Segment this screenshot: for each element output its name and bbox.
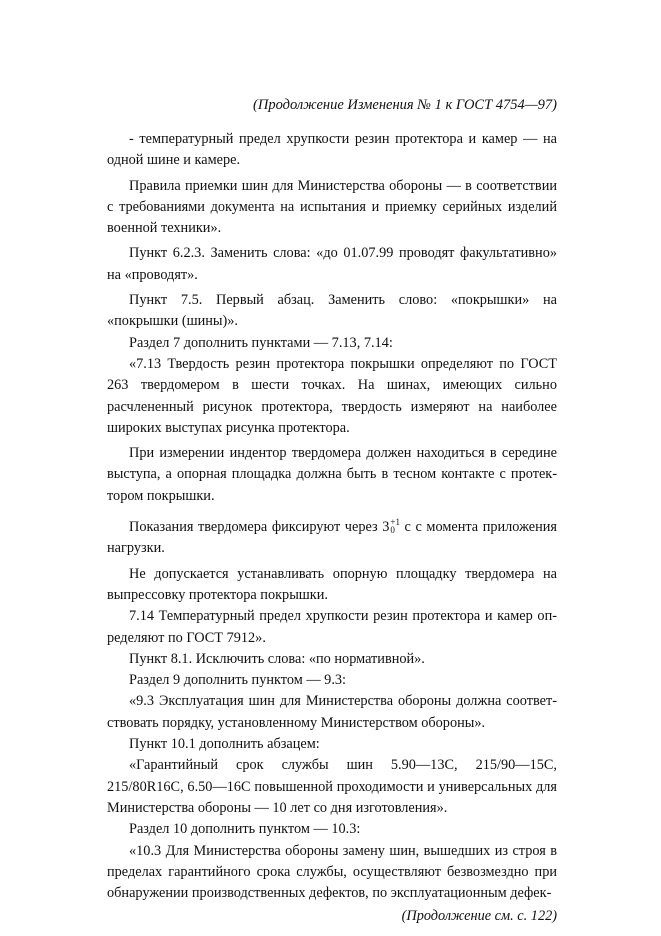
paragraph-5: Раздел 7 дополнить пунктами — 7.13, 7.14:	[129, 334, 393, 351]
paragraph-4: Пункт 7.5. Первый абзац. Заменить слово: «покрышки» на «покрышки (шины)».	[107, 292, 557, 330]
tolerance-superscript-subscript	[390, 518, 400, 534]
paragraph-8-text-after: с с момента приложения нагрузки.	[107, 519, 558, 557]
tolerance-upper: +1	[390, 517, 400, 528]
paragraph-3: Пункт 6.2.3. Заменить слова: «до 01.07.99 проводят факультативно» на «проводят».	[107, 245, 557, 283]
paragraph-1: - температурный предел хрупкости резин протектора и камер — на одной шине и камере.	[107, 131, 557, 169]
page-footer: (Продолжение см. с. 122)	[401, 908, 557, 925]
paragraph-10: 7.14 Температурный предел хрупкости резин протектора и камер определяют по ГОСТ 7912».	[107, 608, 557, 646]
paragraph-12: Раздел 9 дополнить пунктом — 9.3:	[129, 672, 347, 689]
paragraph-17: «10.3 Для Министерства обороны замену шин, вышедших из строя в пределах гарантийного срока службы, осуществляют безвозмездно при обнаружении производственных дефектов, по эксплуатационным дефек-	[107, 842, 557, 902]
page-header: (Продолжение Изменения № 1 к ГОСТ 4754—97)	[253, 97, 557, 113]
paragraph-2: Правила приемки шин для Министерства обороны — в соответствии с требованиями документа на испытания и приемку серийных изделий военной техники».	[107, 177, 557, 237]
paragraph-16: Раздел 10 дополнить пунктом — 10.3:	[129, 821, 361, 838]
paragraph-15: «Гарантийный срок службы шин 5.90—13С, 215/90—15С, 215/80R16C, 6.50—16С повышенной проходимости и универсальных для Министерства обороны — 10 лет со дня изготовления».	[107, 757, 557, 816]
paragraph-8-text-before: Показания твердомера фиксируют через 3	[129, 519, 390, 536]
tolerance-lower: 0	[390, 525, 395, 536]
paragraph-13: «9.3 Эксплуатация шин для Министерства обороны должна соответствовать порядку, установленному Министерством обороны».	[107, 693, 557, 731]
paragraph-7: При измерении индентор твердомера должен находиться в середине выступа, а опорная площадка должна быть в тесном контакте с протектором покрышки.	[107, 445, 557, 504]
paragraph-8	[107, 517, 557, 560]
paragraph-6: «7.13 Твердость резин протектора покрышки определяют по ГОСТ 263 твердомером в шести точках. На шинах, имеющих сильно расчлененный рисунок протектора, твердость измеряют на наиболее широких выступах рисунка протектора.	[107, 355, 557, 436]
paragraph-9: Не допускается устанавливать опорную площадку твердомера на выпрессовку протектора покрышки.	[107, 565, 557, 603]
paragraph-14: Пункт 10.1 дополнить абзацем:	[129, 736, 320, 753]
paragraph-11: Пункт 8.1. Исключить слова: «по нормативной».	[129, 650, 425, 667]
document-page	[107, 96, 557, 926]
